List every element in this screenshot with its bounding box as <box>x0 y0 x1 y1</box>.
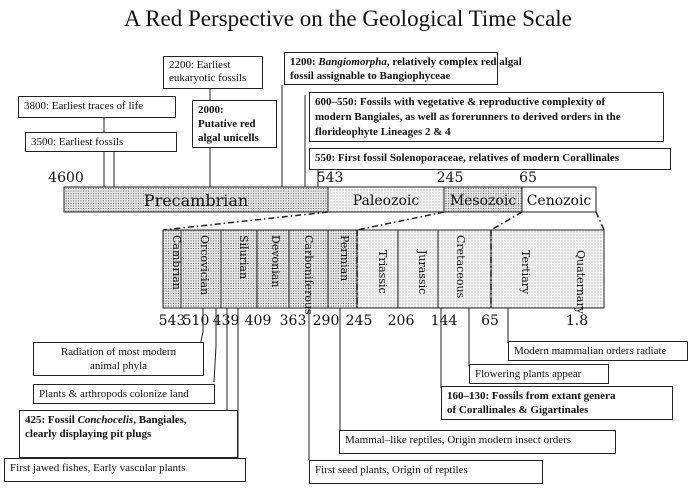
mammalian-orders-text: Modern mammalian orders radiate <box>514 345 667 357</box>
event-box-flowering <box>469 364 609 384</box>
event-1200-line2: fossil assignable to Bangiophyceae <box>290 70 451 82</box>
diagram-title: A Red Perspective on the Geological Time Scale <box>124 6 572 31</box>
event-box-seed-plants <box>309 460 543 484</box>
event-box-2200 <box>163 56 263 89</box>
event-3800-text: 3800: Earliest traces of life <box>24 100 144 112</box>
event-box-160-130 <box>441 386 673 420</box>
event-2200-line1: 2200: Earliest <box>169 59 231 71</box>
seed-plants-text: First seed plants, Origin of reptiles <box>315 464 468 476</box>
event-box-600-550 <box>309 92 664 142</box>
period-tick-543: 543 <box>158 313 186 329</box>
eon-label-paleozoic: Paleozoic <box>352 193 420 209</box>
event-box-425 <box>19 410 238 458</box>
period-tick-439: 439 <box>212 313 240 329</box>
jawed-fishes-text: First jawed fishes, Early vascular plants <box>10 462 186 474</box>
eon-label-precambrian: Precambrian <box>143 191 249 210</box>
eon-tick-4600: 4600 <box>48 170 84 186</box>
flowering-text: Flowering plants appear <box>475 368 582 380</box>
event-box-mammal-like <box>339 430 616 454</box>
event-1200-genus: Bangiomorpha <box>318 56 387 68</box>
event-160-line2: of Corallinales & Gigartinales <box>447 404 589 416</box>
event-box-2000 <box>192 100 277 148</box>
period-silurian: Silurian <box>237 235 250 280</box>
period-cambrian: Cambrian <box>170 235 183 290</box>
period-carboniferous: Carboniferous <box>302 235 315 315</box>
period-tick-290: 290 <box>312 313 340 329</box>
period-tick-1-8: 1.8 <box>565 313 589 329</box>
event-600-line3: florideophyte Lineages 2 & 4 <box>315 126 451 138</box>
period-tick-206: 206 <box>387 313 415 329</box>
event-2200-line2: eukaryotic fossils <box>169 72 247 84</box>
plants-land-text: Plants & arthropods colonize land <box>39 388 189 400</box>
eon-tick-65: 65 <box>519 170 537 186</box>
mammal-like-text: Mammal–like reptiles, Origin modern insect orders <box>345 434 572 446</box>
period-permian: Permian <box>338 235 351 282</box>
event-1200-prefix: 1200: <box>290 56 319 68</box>
event-160-line1: 160–130: Fossils from extant genera <box>447 390 616 402</box>
period-tertiary: Tertiary <box>519 250 532 295</box>
period-tick-409: 409 <box>244 313 272 329</box>
period-ordovician: Orcovician <box>198 235 211 296</box>
event-box-1200 <box>284 52 522 85</box>
event-box-jawed-fishes <box>4 458 246 482</box>
event-1200-line1 <box>290 55 522 69</box>
event-425-line2: clearly displaying pit plugs <box>25 428 152 440</box>
period-tick-144: 144 <box>430 313 458 329</box>
event-box-3500 <box>25 132 177 152</box>
event-600-line1: 600–550: Fossils with vegetative & reproductive complexity of <box>315 96 606 108</box>
event-600-line2: modern Bangiales, as well as forerunners to derived orders in the <box>315 111 621 123</box>
period-tick-363: 363 <box>279 313 307 329</box>
period-tick-245: 245 <box>345 313 373 329</box>
period-triassic: Triassic <box>376 250 389 294</box>
period-jurassic: Jurassic <box>416 250 429 295</box>
event-box-550 <box>309 148 671 170</box>
eon-bar <box>64 187 596 212</box>
event-425-prefix: 425: Fossil <box>25 414 78 426</box>
event-2000-line3: algal unicells <box>198 132 259 144</box>
eon-ticks <box>48 170 537 186</box>
event-1200-rest: , relatively complex red algal <box>386 56 522 68</box>
event-box-3800 <box>18 96 176 118</box>
eon-label-mesozoic: Mesozoic <box>449 193 517 209</box>
event-550-text: 550: First fossil Solenoporaceae, relatives of modern Corallinales <box>315 152 620 164</box>
event-425-genus: Conchocelis <box>77 414 134 426</box>
eon-tick-245: 245 <box>436 170 464 186</box>
period-quaternary: Quaternary <box>574 250 587 314</box>
eon-tick-543: 543 <box>316 170 344 186</box>
zoom-lines <box>163 212 604 230</box>
event-box-mammalian-orders <box>508 341 688 361</box>
event-2000-line2: Putative red <box>198 118 256 130</box>
period-cretaceous: Cretaceous <box>454 235 467 299</box>
radiation-line1: Radiation of most modern <box>60 346 177 358</box>
period-ticks <box>159 313 589 329</box>
period-tick-510: 510 <box>182 313 210 329</box>
period-tick-65: 65 <box>481 313 499 329</box>
eon-label-cenozoic: Cenozoic <box>526 193 592 209</box>
event-2000-line1: 2000: <box>198 104 224 116</box>
period-devonian: Devonian <box>269 235 282 288</box>
event-425-line1 <box>25 413 232 427</box>
event-box-plants-land <box>33 384 215 404</box>
event-box-radiation <box>33 342 204 376</box>
event-425-rest: , Bangiales, <box>133 414 187 426</box>
event-3500-text: 3500: Earliest fossils <box>31 136 124 148</box>
radiation-line2: animal phyla <box>89 360 148 372</box>
